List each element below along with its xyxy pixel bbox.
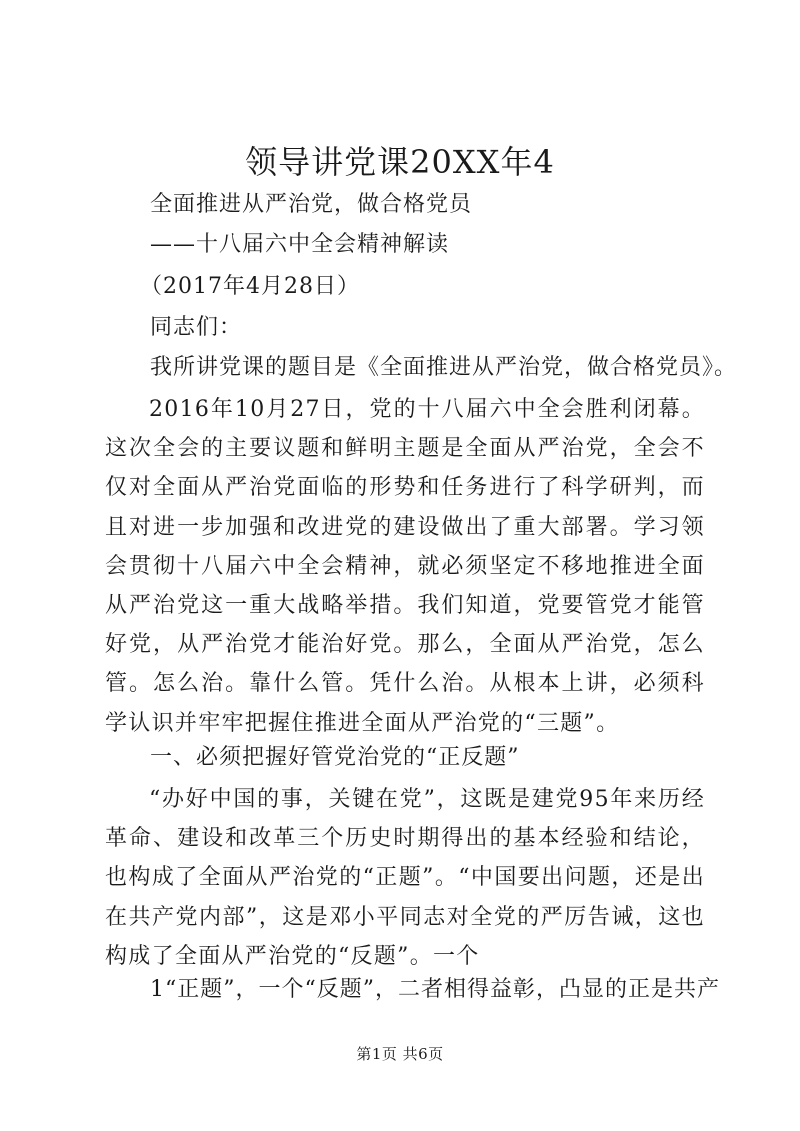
paragraph-2: “办好中国的事，关键在党”，这既是建党95年来历经革命、建设和改革三个历史时期得出的基本经验和结论，也构成了全面从严治党的“正题”。“中国要出问题，还是出在共产党内部”，这是邓小平同志对全党的严厉告诫，这也构成了全面从严治党的“反题”。一个 xyxy=(105,787,705,969)
intro-paragraph: 我所讲党课的题目是《全面推进从严治党，做合格党员》。 xyxy=(150,355,738,380)
subtitle-sub: ——十八届六中全会精神解读 xyxy=(150,232,450,257)
subtitle-main: 全面推进从严治党，做合格党员 xyxy=(150,192,473,217)
paragraph-1: 2016年10月27日，党的十八届六中全会胜利闭幕。这次全会的主要议题和鲜明主题是全面从严治党，全会不仅对全面从严治党面临的形势和任务进行了科学研判，而且对进一步加强和改进党的建设做出了重大部署。学习领会贯彻十八届六中全会精神，就必须坚定不移地推进全面从严治党这一重大战略举措。我们知道，党要管党才能管好党，从严治党才能治好党。那么，全面从严治党，怎么管。怎么治。靠什么管。凭什么治。从根本上讲，必须科学认识并牢牢把握住推进全面从严治党的“三题”。 xyxy=(105,397,705,736)
salutation: 同志们： xyxy=(150,315,243,340)
paragraph-3: 1“正题”，一个“反题”，二者相得益彰，凸显的正是共产 xyxy=(150,977,720,1002)
document-date: （2017年4月28日） xyxy=(140,274,360,299)
page-footer: 第1页 共6页 xyxy=(356,1045,444,1063)
section-heading-1: 一、必须把握好管党治党的“正反题” xyxy=(150,745,520,770)
document-title: 领导讲党课20XX年4 xyxy=(245,143,555,181)
